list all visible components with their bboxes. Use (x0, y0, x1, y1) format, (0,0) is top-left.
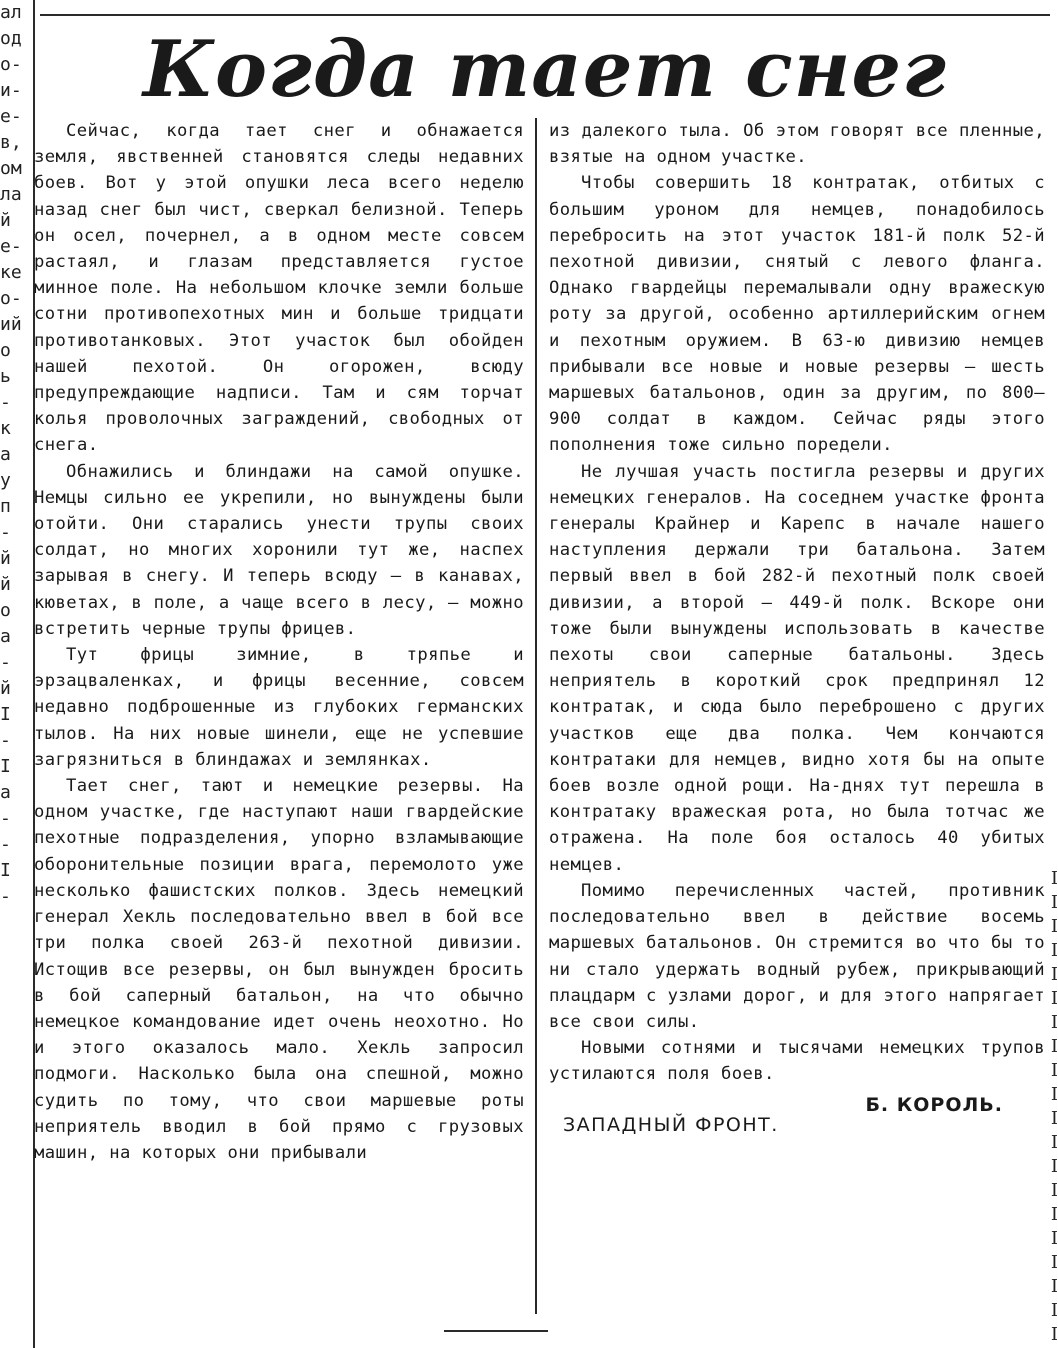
margin-fragment: - (0, 730, 11, 751)
margin-fragment: й (0, 210, 11, 231)
margin-fragment: - (0, 522, 11, 543)
adjacent-article-fragment-right (1046, 870, 1058, 1340)
signature-block (549, 1092, 1045, 1136)
margin-fragment: п (0, 496, 11, 517)
margin-fragment: а (0, 444, 11, 465)
margin-fragment: к (0, 418, 11, 439)
margin-fragment: I (1050, 1156, 1058, 1177)
margin-fragment: I (1050, 870, 1058, 889)
paragraph: Тает снег, тают и немецкие резервы. На одном участке, где наступают наши гвардейские пехотные подразделения, упорно взламывающие оборонительные позиции врага, перемолото уже несколько фашистских полков. Здесь немецкий генерал Хекль последовательно ввел в бой все три полка своей 263-й пехотной дивизии. Истощив все резервы, он был вынужден бросить в бой саперный батальон, на что обычно немецкое командование идет очень неохотно. Но и этого оказалось мало. Хекль запросил подмоги. Насколько была она спешной, можно судить по тому, что свои маршевые роты неприятель вводил в бой прямо с грузовых машин, на которых они прибывали (34, 776, 524, 1163)
paragraph: Обнажились и блиндажи на самой опушке. Немцы сильно ее укрепили, но вынуждены были отойти. Они старались унести трупы своих солдат, но многих хоронили тут же, наспех зарывая в снегу. И теперь всюду — в канавах, кюветах, в поле, а чаще всего в лесу, — можно встретить черные трупы фрицев. (34, 461, 524, 639)
margin-fragment: I (1050, 1132, 1058, 1153)
margin-fragment: I (0, 756, 11, 777)
margin-fragment: I (1050, 1084, 1058, 1105)
margin-fragment: I (1050, 1276, 1058, 1297)
margin-fragment: в, (0, 132, 22, 153)
margin-fragment: I (1050, 892, 1058, 913)
margin-fragment: - (0, 808, 11, 829)
author-signature: Б. КОРОЛЬ. (865, 1093, 1003, 1116)
margin-fragment: I (1050, 1180, 1058, 1201)
margin-fragment: I (1050, 916, 1058, 937)
margin-fragment: ий (0, 314, 22, 335)
paragraph: Новыми сотнями и тысячами немецких трупов устилаются поля боев. (549, 1038, 1045, 1085)
margin-fragment: й (0, 574, 11, 595)
margin-fragment: I (1050, 964, 1058, 985)
margin-fragment: о (0, 600, 11, 621)
margin-fragment: I (1050, 988, 1058, 1009)
margin-fragment: о (0, 340, 11, 361)
margin-fragment: и- (0, 80, 22, 101)
margin-fragment: й (0, 548, 11, 569)
dateline-location: ЗАПАДНЫЙ ФРОНТ. (563, 1113, 779, 1136)
paragraph: Помимо перечисленных частей, противник последовательно ввел в действие восемь маршевых батальонов. Он стремится во что бы то ни стало удержать водный рубеж, прикрывающий плацдарм с узлами дорог, и для этого напрягает все свои силы. (549, 880, 1045, 1032)
margin-fragment: - (0, 652, 11, 673)
margin-fragment: I (1050, 1060, 1058, 1081)
margin-fragment: о- (0, 288, 22, 309)
margin-fragment: е- (0, 106, 22, 127)
margin-fragment: I (1050, 1204, 1058, 1225)
paragraph: из далекого тыла. Об этом говорят все пленные, взятые на одном участке. (549, 121, 1045, 168)
margin-fragment: у (0, 470, 11, 491)
margin-fragment: I (0, 860, 11, 881)
margin-fragment: I (1050, 1012, 1058, 1033)
margin-fragment: е- (0, 236, 22, 257)
margin-fragment: о- (0, 54, 22, 75)
article-column-right (549, 118, 1045, 1136)
margin-fragment: I (1050, 1036, 1058, 1057)
margin-fragment: I (1050, 1300, 1058, 1321)
margin-fragment: - (0, 886, 11, 907)
margin-fragment: I (1050, 1228, 1058, 1249)
margin-fragment: I (1050, 1324, 1058, 1340)
margin-fragment: ке (0, 262, 22, 283)
top-rule (40, 14, 1050, 16)
adjacent-article-fragment-left (0, 0, 24, 1348)
bottom-rule (444, 1330, 548, 1332)
margin-fragment: - (0, 834, 11, 855)
margin-fragment: I (1050, 940, 1058, 961)
article-column-left (34, 118, 524, 1166)
margin-fragment: I (0, 704, 11, 725)
margin-fragment: од (0, 28, 22, 49)
margin-fragment: ом (0, 158, 22, 179)
paragraph: Тут фрицы зимние, в тряпье и эрзацваленках, и фрицы весенние, совсем недавно подброшенные из глубоких германских тылов. На них новые шинели, еще не успевшие загрязниться в блиндажах и землянках. (34, 645, 524, 770)
margin-fragment: а (0, 782, 11, 803)
margin-fragment: I (1050, 1252, 1058, 1273)
column-rule-middle (535, 118, 537, 1314)
paragraph: Не лучшая участь постигла резервы и других немецких генералов. На соседнем участке фронта генералы Крайнер и Карепс в начале нашего наступления держали три батальона. Затем первый ввел в бой 282-й пехотный полк своей дивизии, а второй — 449-й полк. Вскоре они тоже были вынуждены использовать в качестве пехоты свои саперные батальоны. Здесь неприятель в короткий срок предпринял 12 контратак, и сюда было переброшено с других участков еще два полка. Чем кончаются контратаки для немцев, видно хотя бы на опыте боев возле одной рощи. На-днях тут перешла в контратаку вражеская рота, но была тотчас же отражена. На поле боя осталось 40 убитых немцев. (549, 461, 1045, 875)
paragraph: Сейчас, когда тает снег и обнажается земля, явственней становятся следы недавних боев. Вот у этой опушки леса всего неделю назад снег был чист, сверкал белизной. Теперь он осел, почернел, а в одном месте совсем растаял, и глазам представляется густое минное поле. На небольшом клочке земли больше сотни противопехотных мин и больше тридцати противотанковых. Этот участок был обойден нашей пехотой. Он огорожен, всюду предупреждающие надписи. Там и сям торчат колья проволочных заграждений, свободных от снега. (34, 121, 524, 456)
margin-fragment: а (0, 626, 11, 647)
margin-fragment: ал (0, 2, 22, 23)
paragraph: Чтобы совершить 18 контратак, отбитых с большим уроном для немцев, понадобилось перебросить на этот участок 181-й полк 52-й пехотной дивизии, снятый с левого фланга. Однако гвардейцы перемалывали одну вражескую роту за другой, особенно артиллерийским огнем и пехотным оружием. В 63-ю дивизию немцев прибывали все новые и новые резервы — шесть маршевых батальонов, один за другим, по 800—900 солдат в каждом. Сейчас ряды этого пополнения тоже сильно поредели. (549, 173, 1045, 456)
margin-fragment: й (0, 678, 11, 699)
margin-fragment: - (0, 392, 11, 413)
margin-fragment: ь (0, 366, 11, 387)
margin-fragment: I (1050, 1108, 1058, 1129)
margin-fragment: ла (0, 184, 22, 205)
article-headline: Когда тает снег (142, 24, 948, 115)
